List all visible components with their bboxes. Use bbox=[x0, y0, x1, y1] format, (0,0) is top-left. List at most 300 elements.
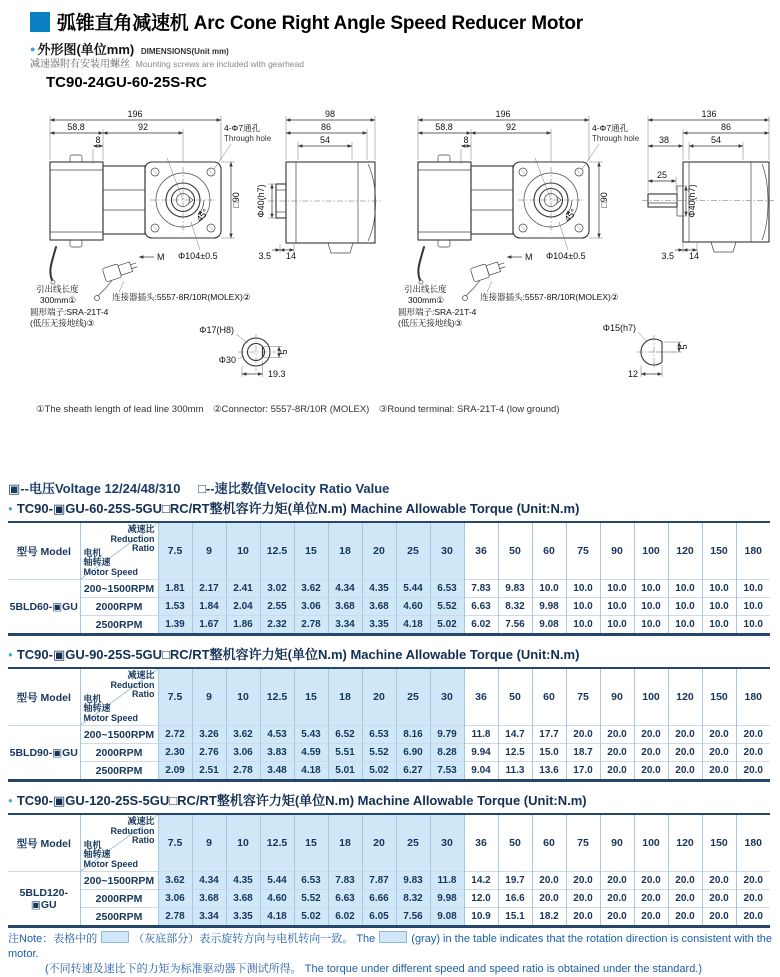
dim-58-8: 58.8 bbox=[67, 122, 85, 132]
ratio-speed-header bbox=[80, 668, 158, 726]
torque-value: 1.84 bbox=[192, 598, 226, 616]
dim-86: 86 bbox=[320, 122, 332, 132]
dim-shaft-40: Φ40(h7) bbox=[256, 184, 266, 218]
dim-19-3: 19.3 bbox=[268, 369, 286, 379]
torque-value: 20.0 bbox=[566, 872, 600, 890]
torque-value: 10.0 bbox=[600, 616, 634, 635]
motor-speed-label: 电机 轴转速 Motor Speed bbox=[83, 839, 139, 869]
torque-value: 19.7 bbox=[498, 872, 532, 890]
table-title: TC90-▣GU-60-25S-5GU□RC/RT整机容许力矩(单位N.m) Machine Allowable Torque (Unit:N.m) bbox=[16, 501, 580, 516]
torque-value: 9.08 bbox=[532, 616, 566, 635]
torque-value: 2.78 bbox=[158, 908, 192, 927]
torque-value: 20.0 bbox=[736, 908, 770, 927]
table-title-row bbox=[8, 790, 770, 809]
dim-12: 12 bbox=[627, 369, 638, 379]
torque-value: 4.60 bbox=[260, 890, 294, 908]
drawing-left-group bbox=[28, 100, 394, 398]
note-zh-mid: （灰底部分）表示旋转方向与电机转向一致。 bbox=[133, 933, 354, 945]
torque-value: 20.0 bbox=[566, 890, 600, 908]
torque-value: 9.83 bbox=[498, 580, 532, 598]
torque-value: 7.87 bbox=[362, 872, 396, 890]
torque-value: 20.0 bbox=[736, 890, 770, 908]
torque-table bbox=[8, 813, 770, 928]
ratio-col-header: 25 bbox=[396, 522, 430, 580]
torque-value: 10.0 bbox=[566, 580, 600, 598]
ratio-col-header: 25 bbox=[396, 814, 430, 872]
torque-value: 10.0 bbox=[702, 580, 736, 598]
torque-value: 6.63 bbox=[328, 890, 362, 908]
front-view bbox=[398, 109, 640, 328]
torque-value: 6.27 bbox=[396, 762, 430, 781]
bullet-icon: ● bbox=[8, 796, 13, 805]
bullet-icon: ● bbox=[8, 504, 13, 513]
torque-value: 12.5 bbox=[498, 744, 532, 762]
side-view bbox=[256, 109, 383, 261]
torque-value: 20.0 bbox=[600, 762, 634, 781]
model-cell: 5BLD120-▣GU bbox=[8, 872, 80, 927]
dimensions-heading-zh: 外形图(单位mm) bbox=[37, 42, 135, 57]
ratio-col-header: 9 bbox=[192, 522, 226, 580]
torque-value: 7.56 bbox=[498, 616, 532, 635]
torque-value: 17.7 bbox=[532, 726, 566, 744]
torque-value: 8.32 bbox=[396, 890, 430, 908]
torque-value: 9.08 bbox=[430, 908, 464, 927]
torque-value: 1.53 bbox=[158, 598, 192, 616]
torque-value: 10.0 bbox=[702, 598, 736, 616]
torque-value: 11.8 bbox=[430, 872, 464, 890]
torque-value: 2.78 bbox=[226, 762, 260, 781]
note-en-pre: The bbox=[356, 933, 376, 945]
torque-value: 20.0 bbox=[634, 908, 668, 927]
dim-92: 92 bbox=[137, 122, 149, 132]
torque-value: 5.02 bbox=[294, 908, 328, 927]
torque-value: 9.98 bbox=[430, 890, 464, 908]
legend-voltage: ▣--电压Voltage 12/24/48/310 bbox=[8, 481, 181, 496]
table-title-row bbox=[8, 644, 770, 663]
ratio-col-header: 7.5 bbox=[158, 522, 192, 580]
torque-value: 2.32 bbox=[260, 616, 294, 635]
torque-value: 2.51 bbox=[192, 762, 226, 781]
torque-value: 8.32 bbox=[498, 598, 532, 616]
ratio-col-header: 75 bbox=[566, 668, 600, 726]
dim-square90: □90 bbox=[599, 192, 609, 208]
torque-value: 5.02 bbox=[362, 762, 396, 781]
ratio-col-header: 50 bbox=[498, 668, 532, 726]
ratio-col-header: 9 bbox=[192, 668, 226, 726]
speed-cell: 200~1500RPM bbox=[80, 872, 158, 890]
ratio-col-header: 10 bbox=[226, 814, 260, 872]
ratio-col-header: 180 bbox=[736, 668, 770, 726]
dim-3-5: 3.5 bbox=[661, 251, 674, 261]
torque-value: 4.18 bbox=[294, 762, 328, 781]
dim-54: 54 bbox=[710, 135, 722, 145]
speed-cell: 200~1500RPM bbox=[80, 726, 158, 744]
torque-value: 3.06 bbox=[226, 744, 260, 762]
ratio-col-header: 120 bbox=[668, 522, 702, 580]
dim-54: 54 bbox=[319, 135, 331, 145]
torque-value: 10.0 bbox=[566, 616, 600, 635]
torque-value: 10.0 bbox=[600, 598, 634, 616]
ratio-col-header: 60 bbox=[532, 668, 566, 726]
side-view bbox=[642, 109, 774, 261]
torque-value: 3.68 bbox=[226, 890, 260, 908]
dim-136: 136 bbox=[701, 109, 717, 119]
torque-table-block-60 bbox=[8, 498, 770, 636]
torque-value: 2.72 bbox=[158, 726, 192, 744]
mounting-note bbox=[30, 55, 304, 70]
torque-value: 5.52 bbox=[362, 744, 396, 762]
torque-value: 9.94 bbox=[464, 744, 498, 762]
torque-value: 12.0 bbox=[464, 890, 498, 908]
torque-table-block-90 bbox=[8, 644, 770, 782]
table-row bbox=[8, 762, 770, 781]
torque-value: 5.01 bbox=[328, 762, 362, 781]
torque-value: 2.30 bbox=[158, 744, 192, 762]
angle-45-label: 45° bbox=[562, 206, 579, 224]
ratio-col-header: 18 bbox=[328, 668, 362, 726]
torque-value: 3.02 bbox=[260, 580, 294, 598]
torque-value: 6.53 bbox=[294, 872, 328, 890]
torque-value: 20.0 bbox=[532, 890, 566, 908]
torque-value: 9.04 bbox=[464, 762, 498, 781]
torque-value: 10.0 bbox=[532, 580, 566, 598]
torque-value: 20.0 bbox=[702, 908, 736, 927]
dim-key-5: 5 bbox=[279, 349, 289, 355]
ratio-col-header: 90 bbox=[600, 814, 634, 872]
ratio-col-header: 150 bbox=[702, 668, 736, 726]
torque-value: 5.44 bbox=[260, 872, 294, 890]
dim-3-5: 3.5 bbox=[258, 251, 271, 261]
connector-label: 连接器插头:5557-8R/10R(MOLEX)② bbox=[480, 292, 619, 302]
torque-value: 5.44 bbox=[396, 580, 430, 598]
ratio-col-header: 120 bbox=[668, 668, 702, 726]
speed-cell: 2000RPM bbox=[80, 890, 158, 908]
torque-value: 10.0 bbox=[736, 598, 770, 616]
connector-label: 连接器插头:5557-8R/10R(MOLEX)② bbox=[112, 292, 251, 302]
ratio-col-header: 75 bbox=[566, 814, 600, 872]
speed-cell: 2000RPM bbox=[80, 744, 158, 762]
m-mark: M bbox=[525, 252, 533, 262]
torque-value: 3.62 bbox=[294, 580, 328, 598]
torque-value: 20.0 bbox=[532, 872, 566, 890]
note-line2-zh: (不同转速及速比下的力矩为标准驱动器下测试所得。 bbox=[45, 963, 302, 975]
torque-value: 3.62 bbox=[158, 872, 192, 890]
torque-value: 20.0 bbox=[702, 762, 736, 781]
torque-value: 20.0 bbox=[736, 762, 770, 781]
dim-outer-30: Φ30 bbox=[218, 355, 236, 365]
speed-cell: 2500RPM bbox=[80, 616, 158, 635]
torque-value: 1.81 bbox=[158, 580, 192, 598]
torque-value: 18.2 bbox=[532, 908, 566, 927]
torque-value: 10.0 bbox=[668, 598, 702, 616]
torque-value: 20.0 bbox=[600, 872, 634, 890]
model-code: TC90-24GU-60-25S-RC bbox=[46, 74, 207, 91]
ratio-col-header: 30 bbox=[430, 522, 464, 580]
torque-value: 10.0 bbox=[600, 580, 634, 598]
model-header: 型号 Model bbox=[8, 814, 80, 872]
ratio-speed-header bbox=[80, 522, 158, 580]
torque-value: 10.0 bbox=[736, 580, 770, 598]
torque-value: 10.0 bbox=[634, 598, 668, 616]
ratio-col-header: 150 bbox=[702, 814, 736, 872]
torque-value: 20.0 bbox=[600, 908, 634, 927]
front-view bbox=[30, 109, 272, 328]
torque-value: 10.0 bbox=[702, 616, 736, 635]
torque-value: 5.02 bbox=[430, 616, 464, 635]
torque-value: 4.18 bbox=[396, 616, 430, 635]
torque-value: 3.35 bbox=[226, 908, 260, 927]
torque-value: 5.52 bbox=[430, 598, 464, 616]
torque-value: 1.86 bbox=[226, 616, 260, 635]
torque-table bbox=[8, 667, 770, 782]
table-row bbox=[8, 908, 770, 927]
torque-value: 1.39 bbox=[158, 616, 192, 635]
motor-speed-label: 电机 轴转速 Motor Speed bbox=[83, 693, 139, 723]
ratio-col-header: 20 bbox=[362, 522, 396, 580]
ratio-col-header: 25 bbox=[396, 668, 430, 726]
dimensions-heading-en: DIMENSIONS(Unit mm) bbox=[140, 47, 229, 56]
torque-value: 7.53 bbox=[430, 762, 464, 781]
torque-value: 9.98 bbox=[532, 598, 566, 616]
table-row bbox=[8, 744, 770, 762]
speed-cell: 200~1500RPM bbox=[80, 580, 158, 598]
table-row bbox=[8, 872, 770, 890]
dim-25: 25 bbox=[656, 170, 668, 180]
torque-value: 4.18 bbox=[260, 908, 294, 927]
torque-value: 4.34 bbox=[192, 872, 226, 890]
torque-value: 2.04 bbox=[226, 598, 260, 616]
ratio-col-header: 90 bbox=[600, 668, 634, 726]
torque-value: 3.48 bbox=[260, 762, 294, 781]
torque-value: 3.34 bbox=[192, 908, 226, 927]
torque-value: 14.2 bbox=[464, 872, 498, 890]
page-title: 弧锥直角减速机 Arc Cone Right Angle Speed Reducer Motor bbox=[57, 13, 583, 34]
torque-value: 7.56 bbox=[396, 908, 430, 927]
ratio-col-header: 12.5 bbox=[260, 668, 294, 726]
torque-value: 17.0 bbox=[566, 762, 600, 781]
torque-value: 3.68 bbox=[192, 890, 226, 908]
torque-value: 4.59 bbox=[294, 744, 328, 762]
torque-value: 2.76 bbox=[192, 744, 226, 762]
torque-value: 20.0 bbox=[600, 726, 634, 744]
torque-value: 20.0 bbox=[634, 744, 668, 762]
connector-plug bbox=[102, 258, 139, 282]
model-cell: 5BLD90-▣GU bbox=[8, 726, 80, 781]
torque-value: 16.6 bbox=[498, 890, 532, 908]
torque-value: 7.83 bbox=[328, 872, 362, 890]
torque-value: 20.0 bbox=[702, 890, 736, 908]
torque-value: 8.28 bbox=[430, 744, 464, 762]
table-row bbox=[8, 580, 770, 598]
torque-value: 20.0 bbox=[702, 744, 736, 762]
speed-cell: 2500RPM bbox=[80, 908, 158, 927]
dim-key-5: 5 bbox=[679, 344, 689, 350]
torque-value: 3.62 bbox=[226, 726, 260, 744]
ratio-col-header: 75 bbox=[566, 522, 600, 580]
dim-dia-15: Φ15(h7) bbox=[602, 323, 636, 333]
speed-cell: 2500RPM bbox=[80, 762, 158, 781]
dim-86: 86 bbox=[720, 122, 732, 132]
torque-value: 20.0 bbox=[566, 908, 600, 927]
bullet-icon: ● bbox=[30, 44, 36, 54]
dim-shaft-40: Φ40(h7) bbox=[687, 184, 697, 218]
m-mark: M bbox=[157, 252, 165, 262]
through-hole-label-en: Through hole bbox=[224, 134, 272, 143]
ratio-col-header: 15 bbox=[294, 814, 328, 872]
ratio-col-header: 10 bbox=[226, 668, 260, 726]
angle-45-label: 45° bbox=[194, 206, 211, 224]
torque-value: 10.9 bbox=[464, 908, 498, 927]
table-title: TC90-▣GU-90-25S-5GU□RC/RT整机容许力矩(单位N.m) Machine Allowable Torque (Unit:N.m) bbox=[16, 647, 580, 662]
torque-value: 20.0 bbox=[668, 762, 702, 781]
solid-shaft-detail bbox=[603, 323, 689, 379]
page-header bbox=[30, 8, 583, 35]
torque-value: 2.41 bbox=[226, 580, 260, 598]
torque-value: 9.83 bbox=[396, 872, 430, 890]
torque-value: 20.0 bbox=[702, 726, 736, 744]
ratio-col-header: 100 bbox=[634, 814, 668, 872]
ratio-col-header: 30 bbox=[430, 668, 464, 726]
ratio-col-header: 9 bbox=[192, 814, 226, 872]
torque-value: 20.0 bbox=[600, 744, 634, 762]
dim-8: 8 bbox=[95, 135, 101, 145]
torque-value: 20.0 bbox=[634, 762, 668, 781]
torque-value: 4.34 bbox=[328, 580, 362, 598]
ratio-col-header: 18 bbox=[328, 814, 362, 872]
gray-swatch bbox=[101, 931, 129, 943]
torque-value: 6.02 bbox=[328, 908, 362, 927]
torque-value: 10.0 bbox=[634, 580, 668, 598]
torque-value: 10.0 bbox=[634, 616, 668, 635]
torque-value: 1.67 bbox=[192, 616, 226, 635]
torque-value: 20.0 bbox=[600, 890, 634, 908]
ratio-col-header: 36 bbox=[464, 522, 498, 580]
torque-value: 20.0 bbox=[736, 744, 770, 762]
dim-flange-dia: Φ104±0.5 bbox=[546, 251, 586, 261]
torque-value: 20.0 bbox=[668, 872, 702, 890]
table-row bbox=[8, 598, 770, 616]
drawing-right-group bbox=[396, 100, 774, 398]
torque-value: 13.6 bbox=[532, 762, 566, 781]
ratio-col-header: 60 bbox=[532, 522, 566, 580]
ratio-col-header: 20 bbox=[362, 668, 396, 726]
torque-value: 6.05 bbox=[362, 908, 396, 927]
terminal-label-2: (低压无接地线)③ bbox=[30, 318, 95, 328]
torque-value: 7.83 bbox=[464, 580, 498, 598]
torque-value: 5.52 bbox=[294, 890, 328, 908]
dim-38: 38 bbox=[658, 135, 670, 145]
torque-value: 6.53 bbox=[430, 580, 464, 598]
ratio-col-header: 90 bbox=[600, 522, 634, 580]
ratio-col-header: 120 bbox=[668, 814, 702, 872]
blue-square-marker bbox=[30, 12, 50, 32]
reduction-ratio-label: 减速比 Reduction Ratio bbox=[110, 524, 155, 553]
ratio-col-header: 12.5 bbox=[260, 522, 294, 580]
dim-14: 14 bbox=[689, 251, 700, 261]
torque-value: 20.0 bbox=[566, 726, 600, 744]
mounting-note-en: Mounting screws are included with gearhead bbox=[135, 59, 304, 69]
dim-92: 92 bbox=[505, 122, 517, 132]
torque-value: 20.0 bbox=[736, 726, 770, 744]
torque-value: 10.0 bbox=[736, 616, 770, 635]
torque-value: 10.0 bbox=[668, 616, 702, 635]
ratio-col-header: 15 bbox=[294, 668, 328, 726]
torque-table-block-120 bbox=[8, 790, 770, 928]
torque-value: 6.90 bbox=[396, 744, 430, 762]
torque-value: 20.0 bbox=[634, 726, 668, 744]
ratio-col-header: 180 bbox=[736, 522, 770, 580]
ratio-col-header: 36 bbox=[464, 668, 498, 726]
ratio-col-header: 50 bbox=[498, 814, 532, 872]
ratio-col-header: 7.5 bbox=[158, 814, 192, 872]
torque-value: 4.60 bbox=[396, 598, 430, 616]
torque-value: 6.63 bbox=[464, 598, 498, 616]
drawing-footnote: ①The sheath length of lead line 300mm ②Connector: 5557-8R/10R (MOLEX) ③Round terminal: SRA-21T-4 (low ground) bbox=[36, 404, 560, 415]
dim-14: 14 bbox=[286, 251, 297, 261]
lead-wire-label-zh: 引出线长度 bbox=[36, 284, 79, 294]
torque-value: 3.35 bbox=[362, 616, 396, 635]
table-row bbox=[8, 890, 770, 908]
torque-value: 20.0 bbox=[736, 872, 770, 890]
torque-value: 6.66 bbox=[362, 890, 396, 908]
lead-wire-label-zh: 引出线长度 bbox=[404, 284, 447, 294]
torque-value: 6.02 bbox=[464, 616, 498, 635]
model-cell: 5BLD60-▣GU bbox=[8, 580, 80, 635]
reduction-ratio-label: 减速比 Reduction Ratio bbox=[110, 816, 155, 845]
torque-value: 4.35 bbox=[362, 580, 396, 598]
table-title: TC90-▣GU-120-25S-5GU□RC/RT整机容许力矩(单位N.m) Machine Allowable Torque (Unit:N.m) bbox=[16, 793, 587, 808]
torque-value: 20.0 bbox=[668, 908, 702, 927]
speed-cell: 2000RPM bbox=[80, 598, 158, 616]
hollow-shaft-detail bbox=[199, 325, 289, 379]
torque-value: 2.09 bbox=[158, 762, 192, 781]
torque-table bbox=[8, 521, 770, 636]
ratio-col-header: 18 bbox=[328, 522, 362, 580]
dim-flange-dia: Φ104±0.5 bbox=[178, 251, 218, 261]
torque-value: 3.34 bbox=[328, 616, 362, 635]
ratio-col-header: 150 bbox=[702, 522, 736, 580]
torque-value: 5.43 bbox=[294, 726, 328, 744]
ratio-col-header: 60 bbox=[532, 814, 566, 872]
ratio-col-header: 36 bbox=[464, 814, 498, 872]
ratio-col-header: 100 bbox=[634, 668, 668, 726]
ratio-col-header: 50 bbox=[498, 522, 532, 580]
ratio-col-header: 100 bbox=[634, 522, 668, 580]
model-header: 型号 Model bbox=[8, 522, 80, 580]
dim-196: 196 bbox=[495, 109, 511, 119]
table-note-line1 bbox=[8, 931, 776, 962]
torque-value: 2.55 bbox=[260, 598, 294, 616]
torque-value: 11.8 bbox=[464, 726, 498, 744]
torque-value: 20.0 bbox=[668, 744, 702, 762]
terminal-label-2: (低压无接地线)③ bbox=[398, 318, 463, 328]
ratio-col-header: 7.5 bbox=[158, 668, 192, 726]
legend-ratio: □--速比数值Velocity Ratio Value bbox=[198, 481, 390, 496]
torque-value: 2.78 bbox=[294, 616, 328, 635]
torque-value: 3.26 bbox=[192, 726, 226, 744]
ratio-col-header: 15 bbox=[294, 522, 328, 580]
note-line2-en: The torque under different speed and speed ratio is obtained under the standard.) bbox=[304, 963, 703, 975]
dim-bore-17: Φ17(H8) bbox=[199, 325, 234, 335]
ratio-col-header: 180 bbox=[736, 814, 770, 872]
torque-value: 6.53 bbox=[362, 726, 396, 744]
torque-value: 20.0 bbox=[668, 726, 702, 744]
torque-value: 8.16 bbox=[396, 726, 430, 744]
bullet-icon: ● bbox=[8, 650, 13, 659]
torque-value: 10.0 bbox=[566, 598, 600, 616]
torque-value: 3.68 bbox=[362, 598, 396, 616]
torque-value: 15.1 bbox=[498, 908, 532, 927]
